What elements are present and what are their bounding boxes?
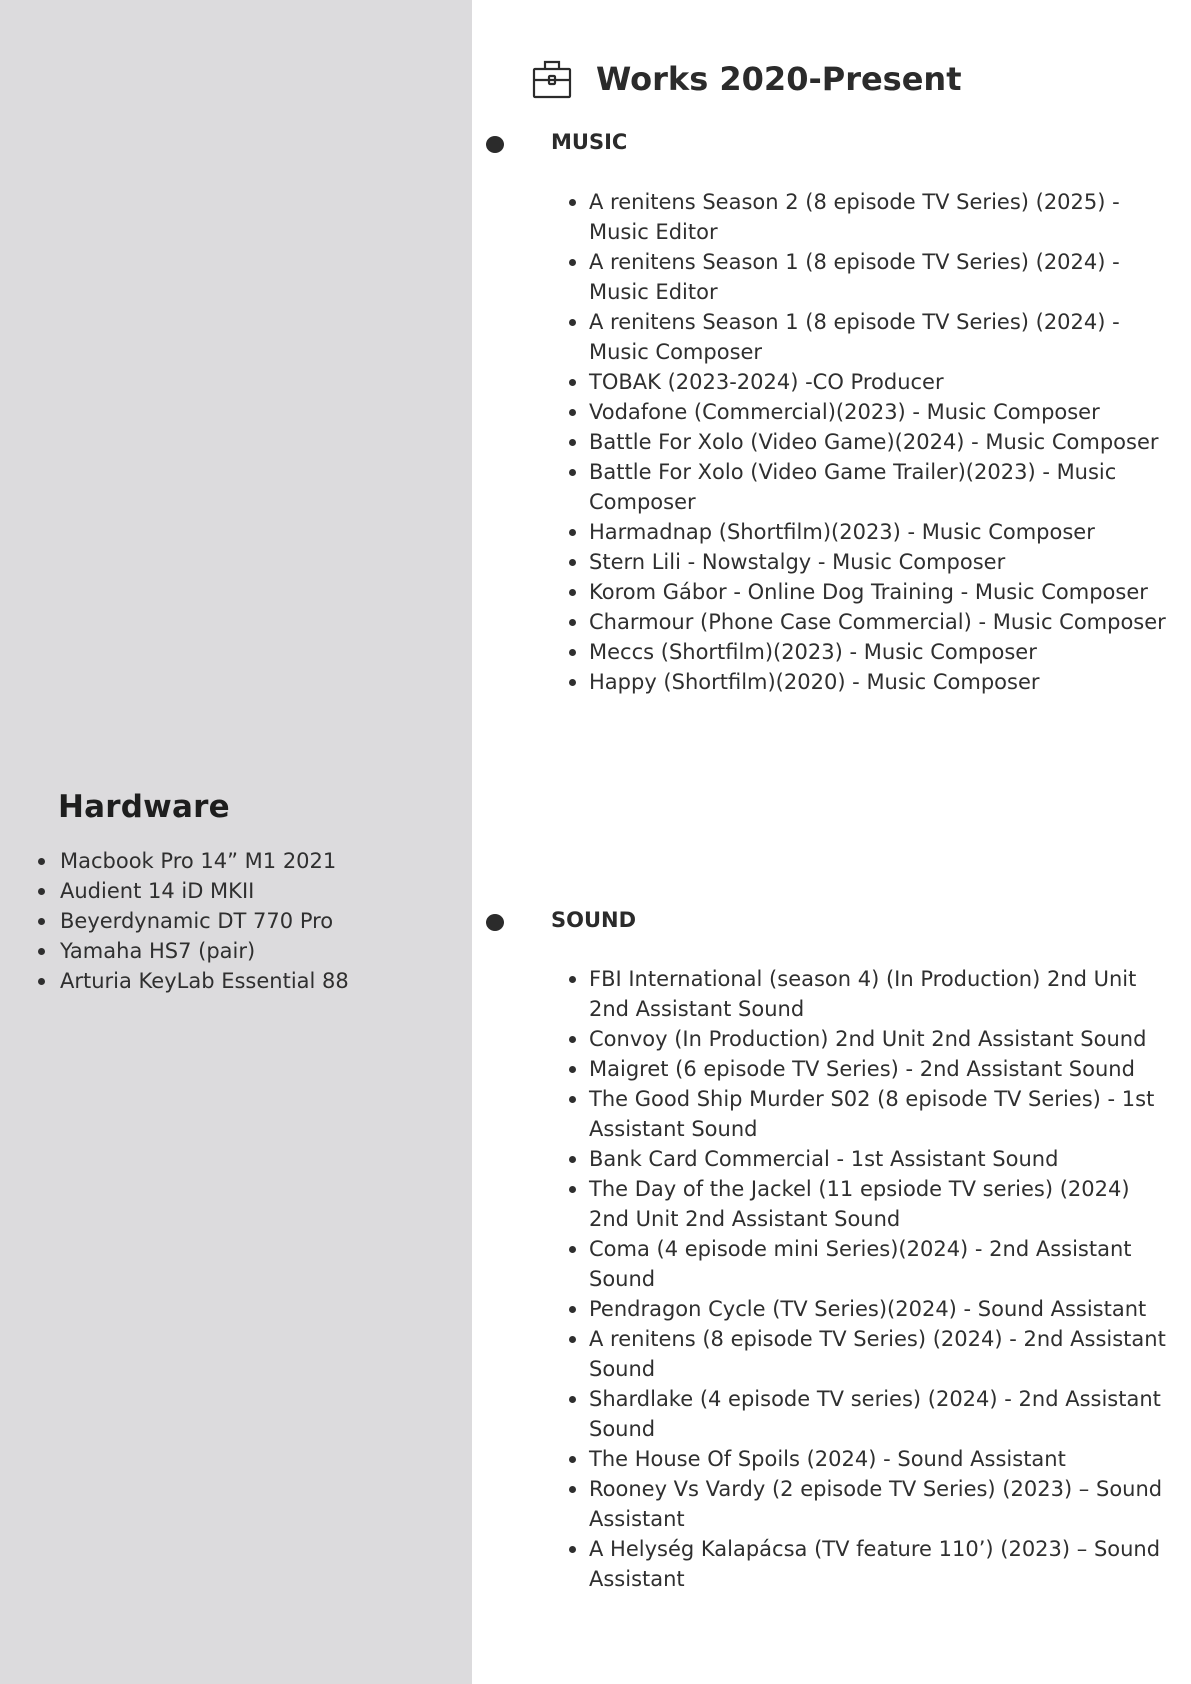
- list-item: A renitens Season 1 (8 episode TV Series) (2024) - Music Editor: [589, 247, 1169, 307]
- list-item: Vodafone (Commercial)(2023) - Music Composer: [589, 397, 1169, 427]
- sound-label: SOUND: [551, 908, 637, 932]
- briefcase-icon: [532, 58, 572, 100]
- hardware-item: Beyerdynamic DT 770 Pro: [60, 906, 349, 936]
- list-item: Bank Card Commercial - 1st Assistant Sound: [589, 1144, 1169, 1174]
- list-item: Maigret (6 episode TV Series) - 2nd Assistant Sound: [589, 1054, 1169, 1084]
- list-item: The Day of the Jackel (11 epsiode TV series) (2024) 2nd Unit 2nd Assistant Sound: [589, 1174, 1169, 1234]
- music-list: [589, 187, 1169, 697]
- list-item: The Good Ship Murder S02 (8 episode TV Series) - 1st Assistant Sound: [589, 1084, 1169, 1144]
- list-item: Convoy (In Production) 2nd Unit 2nd Assistant Sound: [589, 1024, 1169, 1054]
- sidebar-panel: [0, 0, 472, 1684]
- list-item: Rooney Vs Vardy (2 episode TV Series) (2023) – Sound Assistant: [589, 1474, 1169, 1534]
- works-header: [532, 58, 962, 100]
- list-item: Shardlake (4 episode TV series) (2024) - 2nd Assistant Sound: [589, 1384, 1169, 1444]
- list-item: A renitens Season 2 (8 episode TV Series) (2025) - Music Editor: [589, 187, 1169, 247]
- list-item: A Helység Kalapácsa (TV feature 110’) (2023) – Sound Assistant: [589, 1534, 1169, 1594]
- list-item: Meccs (Shortfilm)(2023) - Music Composer: [589, 637, 1169, 667]
- list-item: Charmour (Phone Case Commercial) - Music Composer: [589, 607, 1169, 637]
- list-item: The House Of Spoils (2024) - Sound Assistant: [589, 1444, 1169, 1474]
- list-item: Pendragon Cycle (TV Series)(2024) - Sound Assistant: [589, 1294, 1169, 1324]
- hardware-list: [60, 846, 349, 996]
- list-item: Stern Lili - Nowstalgy - Music Composer: [589, 547, 1169, 577]
- list-item: Coma (4 episode mini Series)(2024) - 2nd Assistant Sound: [589, 1234, 1169, 1294]
- works-title: Works 2020-Present: [596, 60, 962, 98]
- hardware-item: Macbook Pro 14” M1 2021: [60, 846, 349, 876]
- list-item: A renitens (8 episode TV Series) (2024) - 2nd Assistant Sound: [589, 1324, 1169, 1384]
- list-item: Battle For Xolo (Video Game)(2024) - Music Composer: [589, 427, 1169, 457]
- hardware-item: Arturia KeyLab Essential 88: [60, 966, 349, 996]
- list-item: TOBAK (2023-2024) -CO Producer: [589, 367, 1169, 397]
- list-item: FBI International (season 4) (In Production) 2nd Unit 2nd Assistant Sound: [589, 964, 1169, 1024]
- list-item: Korom Gábor - Online Dog Training - Music Composer: [589, 577, 1169, 607]
- hardware-item: Yamaha HS7 (pair): [60, 936, 349, 966]
- list-item: Harmadnap (Shortfilm)(2023) - Music Composer: [589, 517, 1169, 547]
- list-item: A renitens Season 1 (8 episode TV Series) (2024) - Music Composer: [589, 307, 1169, 367]
- sound-bullet-icon: [486, 914, 504, 931]
- music-bullet-icon: [486, 136, 504, 153]
- hardware-item: Audient 14 iD MKII: [60, 876, 349, 906]
- music-label: MUSIC: [551, 130, 628, 154]
- sound-list: [589, 964, 1169, 1594]
- hardware-heading: Hardware: [58, 789, 230, 825]
- list-item: Happy (Shortfilm)(2020) - Music Composer: [589, 667, 1169, 697]
- list-item: Battle For Xolo (Video Game Trailer)(2023) - Music Composer: [589, 457, 1169, 517]
